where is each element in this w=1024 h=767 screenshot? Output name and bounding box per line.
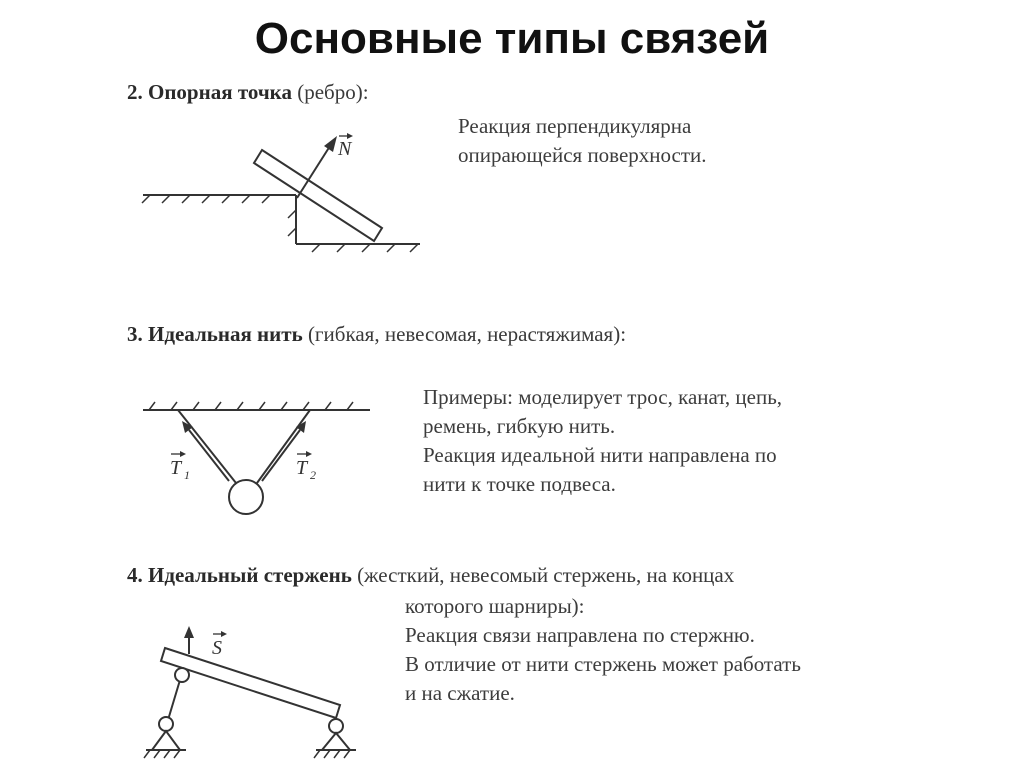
left-pivot-support [152, 731, 180, 750]
section-2-note: (ребро): [291, 80, 369, 104]
right-pivot-support [322, 733, 350, 750]
section-2-line: Реакция перпендикулярна [458, 114, 692, 138]
section-3-title: 3. Идеальная нить [127, 322, 303, 346]
section-4-line: которого шарниры): [405, 594, 585, 618]
section-3-line: Примеры: моделирует трос, канат, цепь, [423, 385, 783, 409]
section-3-line: нити к точке подвеса. [423, 472, 616, 496]
force-label-s: S [212, 637, 222, 659]
section-4-line: и на сжатие. [405, 681, 515, 705]
force-sub-t2: 2 [310, 468, 316, 482]
support-rod [168, 680, 180, 720]
force-sub-t1: 1 [184, 468, 190, 482]
section-2-line: опирающейся поверхности. [458, 143, 707, 167]
beam [161, 648, 340, 718]
section-4-line: Реакция связи направлена по стержню. [405, 623, 755, 647]
section-4-note: (жесткий, невесомый стержень, на концах [351, 563, 735, 587]
force-label-t2: T [296, 457, 308, 479]
rod-hinge-bottom [159, 717, 173, 731]
force-label-n: N [338, 138, 352, 160]
section-4-line: В отличие от нити стержень может работать [405, 652, 801, 676]
section-3-line: ремень, гибкую нить. [423, 414, 616, 438]
section-4-title: 4. Идеальный стержень [127, 563, 352, 587]
page-title: Основные типы связей [254, 14, 770, 63]
section-2-title: 2. Опорная точка [127, 80, 292, 104]
section-3-line: Реакция идеальной нити направлена по [423, 443, 777, 467]
rod-hinge-top [175, 668, 189, 682]
force-label-t1: T [170, 457, 182, 479]
section-3-note: (гибкая, невесомая, нерастяжимая): [302, 322, 627, 346]
right-hinge [329, 719, 343, 733]
